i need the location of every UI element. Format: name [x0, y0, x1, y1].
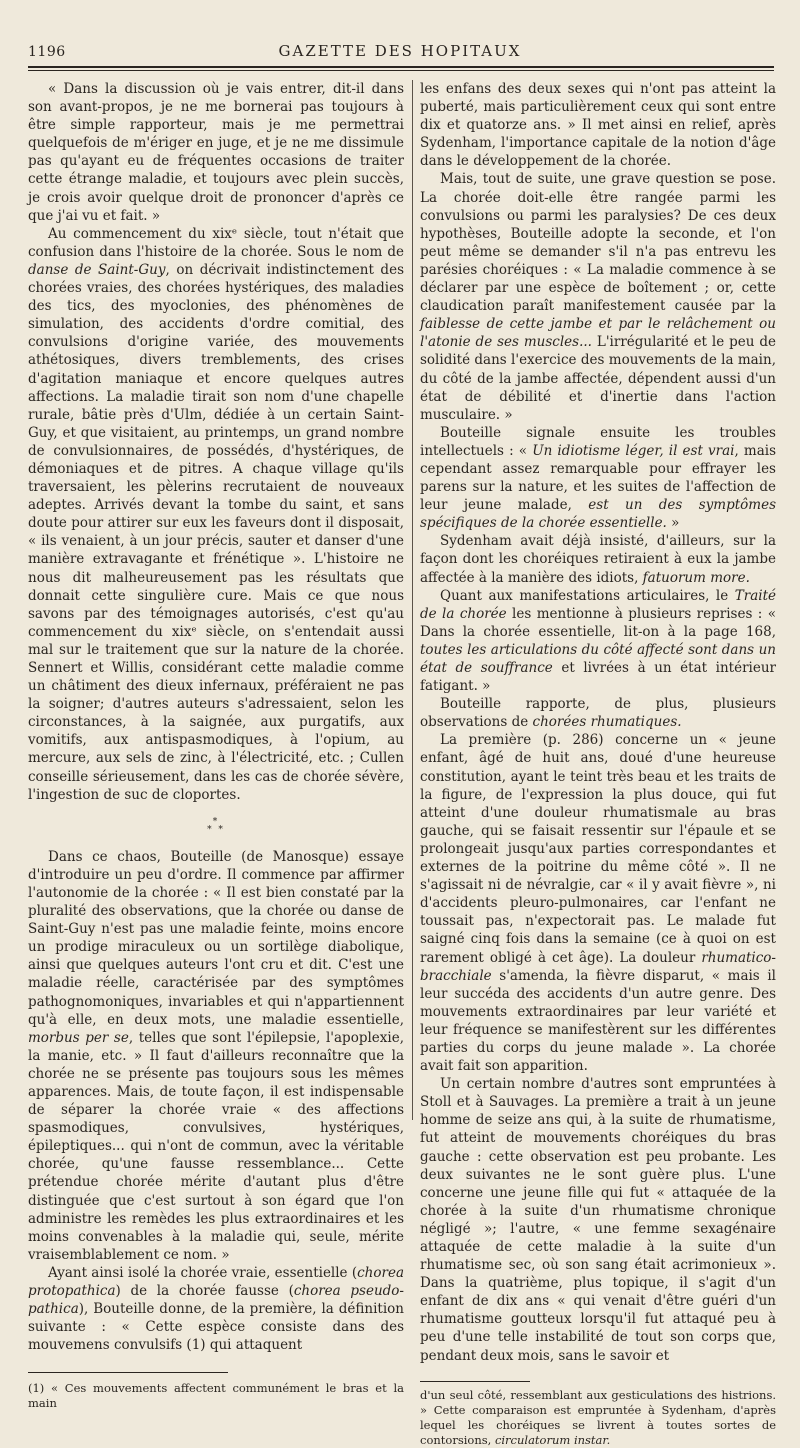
text-run: Dans ce chaos, Bouteille (de Manosque) essaye d'introduire un peu d'ordre. Il commence par affirmer l'autonomie de la chorée : « Il est bien constaté par la pluralité des observations, que la chorée ou danse de Saint-Guy n'est pas une maladie feinte, moins encore un prodige miraculeux ou un sortilège diabolique, ainsi que quelques auteurs l'ont cru et dit. C'est une maladie réelle, caractérisée par des symptômes pathognomoniques, invariables et qui n'appartiennent qu'à elle, en deux mots, une maladie essentielle, — [28, 848, 404, 1028]
paragraph — [420, 587, 776, 696]
italic-run: fatuorum more. — [642, 569, 750, 586]
text-run: Bouteille rapporte, de plus, plusieurs observations de — [420, 696, 776, 731]
text-run: » — [666, 515, 680, 532]
text-run: Au commencement du xixᵉ siècle, tout n'était que confusion dans l'histoire de la chorée. Sous le nom de — [28, 225, 404, 260]
separator-stars-bottom: * * — [207, 824, 225, 835]
paragraph — [420, 731, 776, 1075]
paragraph: les enfans des deux sexes qui n'ont pas atteint la puberté, mais particulièrement ceux qui sont entre dix et quatorze ans. » Il met ainsi en relief, après Sydenham, l'importance capitale de la notion d'âge dans le développement de la chorée. — [420, 81, 776, 170]
text-run: les mentionne à plusieurs reprises : « Dans la chorée essentielle, lit-on à la page 168, — [420, 605, 776, 640]
column-divider — [412, 80, 413, 1120]
text-run: Ayant ainsi isolé la chorée vraie, essentielle ( — [48, 1264, 358, 1281]
italic-run: faiblesse de cette jambe et par le relâchement ou l'atonie de ses muscles... — [420, 316, 776, 351]
left-column — [28, 80, 404, 1411]
paragraph — [420, 424, 776, 533]
text-run: Bouteille signale ensuite les troubles intellectuels : « — [420, 424, 776, 459]
text-run: Quant aux manifestations articulaires, le — [440, 587, 735, 604]
paragraph — [420, 532, 776, 586]
footnote-continuation — [420, 1388, 776, 1448]
italic-run: danse de Saint-Guy — [28, 261, 166, 278]
italic-run: toutes les articulations du côté affecté sont dans un état de souffrance — [420, 641, 776, 676]
italic-run: rhumatico-bracchiale — [420, 949, 776, 984]
text-run: Mais, tout de suite, une grave question se pose. La chorée doit-elle être rangée parmi les convulsions ou parmi les paralysies? De ces deux hypothèses, Bouteille adopte la seconde, et l'on peut même se demander s'il n'a pas entrevu les parésies choréiques : « La maladie commence à se déclarer par une espèce de boîtement ; or, cette claudication paraît manifestement causée par la — [420, 171, 776, 315]
paragraph — [28, 848, 404, 1264]
page-header — [0, 0, 800, 70]
text-run: La première (p. 286) concerne un « jeune enfant, âgé de huit ans, doué d'une heureuse constitution, ayant le teint très beau et les traits de la figure, de l'expression la plus douce, qui fut atteint d'une douleur rhumatismale au bras gauche, qui se faisait ressentir sur l'épaule et se prolongeait jusqu'aux parties correspondantes et externes de la poitrine du même côté ». Il ne s'agissait ni de névralgie, car « il y avait fièvre », ni d'accidents pleuro-pulmonaires, car l'enfant ne toussait pas, n'expectorait pas. Le malade fut saigné cinq fois dans la semaine (ce à quoi on est rarement obligé à cet âge). La douleur — [420, 732, 776, 966]
header-rule-thick — [28, 66, 774, 68]
header-rule-thin — [28, 70, 774, 71]
paragraph — [28, 1264, 404, 1354]
paragraph: « Dans la discussion où je vais entrer, dit-il dans son avant-propos, je ne me bornerai pas toujours à être simple rapporteur, mais je me permettrai quelquefois de m'ériger en juge, et je ne me dissimule pas qu'ayant eu de fréquentes occasions de traiter cette étrange maladie, et toujours avec plein succès, je crois avoir quelque droit de prononcer d'après ce que j'ai vu et fait. » — [28, 81, 404, 224]
italic-run: circulatorum instar. — [494, 1432, 611, 1447]
text-run: , on décrivait indistinctement des chorées vraies, des chorées hystériques, des maladies des tics, des myoclonies, des phénomènes de simulation, des accidents d'ordre comitial, des convulsions d'origine variée, des mouvements athétosiques, divers tremblements, des crises d'agitation maniaque et encore quelques autres affections. La maladie tirait son nom d'une chapelle rurale, bâtie près d'Ulm, dédiée à un certain Saint-Guy, et que visitaient, au printemps, un grand nombre de convulsionnaires, de possédés, d'hystériques, de démoniaques et de pitres. A chaque village qu'ils traversaient, les pèlerins recrutaient de nouveaux adeptes. Arrivés devant la tombe du saint, et sans doute pour attirer sur eux les faveurs dont il disposait, « ils venaient, à un jour précis, sauter et danser d'une manière extravagante et frénétique ». L'histoire ne nous dit malheureusement pas les résultats que donnait cette singulière cure. Mais ce que nous savons par des témoignages autorisés, c'est qu'au commencement du xixᵉ siècle, on s'entendait aussi mal sur le traitement que sur la nature de la chorée. Sennert et Willis, considérant cette maladie comme un châtiment des dieux infernaux, préféraient ne pas la soigner; d'autres auteurs s'adressaient, selon les circonstances, à la saignée, aux purgatifs, aux vomitifs, aux antispasmodiques, à l'opium, au mercure, aux sels de zinc, à l'électricité, etc. ; Cullen conseille sérieusement, dans les cas de chorée sévère, l'ingestion de suc de cloportes. — [28, 261, 404, 803]
text-run: , telles que sont l'épilepsie, l'apoplexie, la manie, etc. » Il faut d'ailleurs reconnaître que la chorée ne se présente pas toujours sous les mêmes apparences. Mais, de toute façon, il est indispensable de séparer la chorée vraie « des affections spasmodiques, convulsives, hystériques, épileptiques... qui n'ont de commun, avec la véritable chorée, qu'une fausse ressemblance... Cette prétendue chorée mérite d'autant plus d'être distinguée que c'est surtout à son égard que l'on administre les remèdes les plus extraordinaires et les moins convenables à la maladie qui, seule, mérite vraisemblablement ce nom. » — [28, 1029, 404, 1263]
section-separator — [28, 818, 404, 834]
text-run: , mais cependant assez remarquable pour effrayer les parens sur la nature, et les suites de l'affection de leur jeune malade, — [420, 442, 776, 514]
italic-run: Un idiotisme léger, il est vrai — [532, 442, 735, 459]
italic-run: est un des symptômes spécifiques de la chorée essentielle. — [420, 497, 776, 532]
italic-run: chorées rhumatiques. — [532, 714, 682, 731]
text-run: d'un seul côté, ressemblant aux gesticulations des histrions. » Cette comparaison est empruntée à Sydenham, d'après lequel les choréiques se livrent à toutes sortes de contorsions, — [420, 1387, 776, 1447]
footnote-rule — [28, 1372, 228, 1373]
paragraph — [420, 695, 776, 731]
text-run: s'amenda, la fièvre disparut, « mais il leur succéda des accidents d'un autre genre. Des mouvements extraordinaires par leur variété et leur fréquence se manifestèrent sur les différentes parties du corps du jeune malade ». La chorée avait fait son apparition. — [420, 967, 776, 1075]
paragraph — [420, 170, 776, 423]
footnote: (1) « Ces mouvements affectent communément le bras et la main — [28, 1381, 404, 1411]
text-run: L'irrégularité et le peu de solidité dans l'exercice des mouvements de la main, du côté de la jambe affectée, dépendent aussi d'un état de débilité et d'inertie dans l'action musculaire. » — [420, 334, 776, 423]
right-column — [420, 80, 776, 1448]
separator-star-top: * — [212, 816, 220, 827]
paragraph — [28, 225, 404, 804]
text-run: ) de la chorée fausse ( — [115, 1283, 294, 1299]
text-run: Sydenham avait déjà insisté, d'ailleurs, sur la façon dont les choréiques retiraient à eux la jambe affectée à la manière des idiots, — [420, 533, 776, 586]
italic-run: morbus per se — [28, 1029, 129, 1046]
running-title: GAZETTE DES HOPITAUX — [278, 42, 522, 60]
italic-run: chorea protopathica — [28, 1264, 404, 1299]
italic-run: chorea pseudo-pathica — [28, 1283, 404, 1318]
footnote-rule — [420, 1381, 530, 1382]
text-run: et livrées à un état intérieur fatigant. » — [420, 660, 776, 695]
page-number: 1196 — [28, 44, 66, 60]
italic-run: Traité de la chorée — [420, 587, 776, 622]
paragraph: Un certain nombre d'autres sont empruntées à Stoll et à Sauvages. La première a trait à un jeune homme de seize ans qui, à la suite de rhumatisme, fut atteint de mouvements choréiques du bras gauche : cette observation est peu probante. Les deux suivantes ne le sont guère plus. L'une concerne une jeune fille qui fut « attaquée de la chorée à la suite d'un rhumatisme chronique négligé »; l'autre, « une femme sexagénaire attaquée de cette maladie à la suite d'un rhumatisme sec, où son sang était acrimonieux ». Dans la quatrième, plus topique, il s'agit d'un enfant de dix ans « qui venait d'être guéri d'un rhumatisme goutteux lorsqu'il fut attaqué peu à peu d'une telle instabilité de tout son corps que, pendant deux mois, sans le savoir et — [420, 1076, 776, 1364]
text-run: ), Bouteille donne, de la première, la définition suivante : « Cette espèce consiste dans des mouvemens convulsifs (1) qui attaquent — [28, 1301, 404, 1354]
